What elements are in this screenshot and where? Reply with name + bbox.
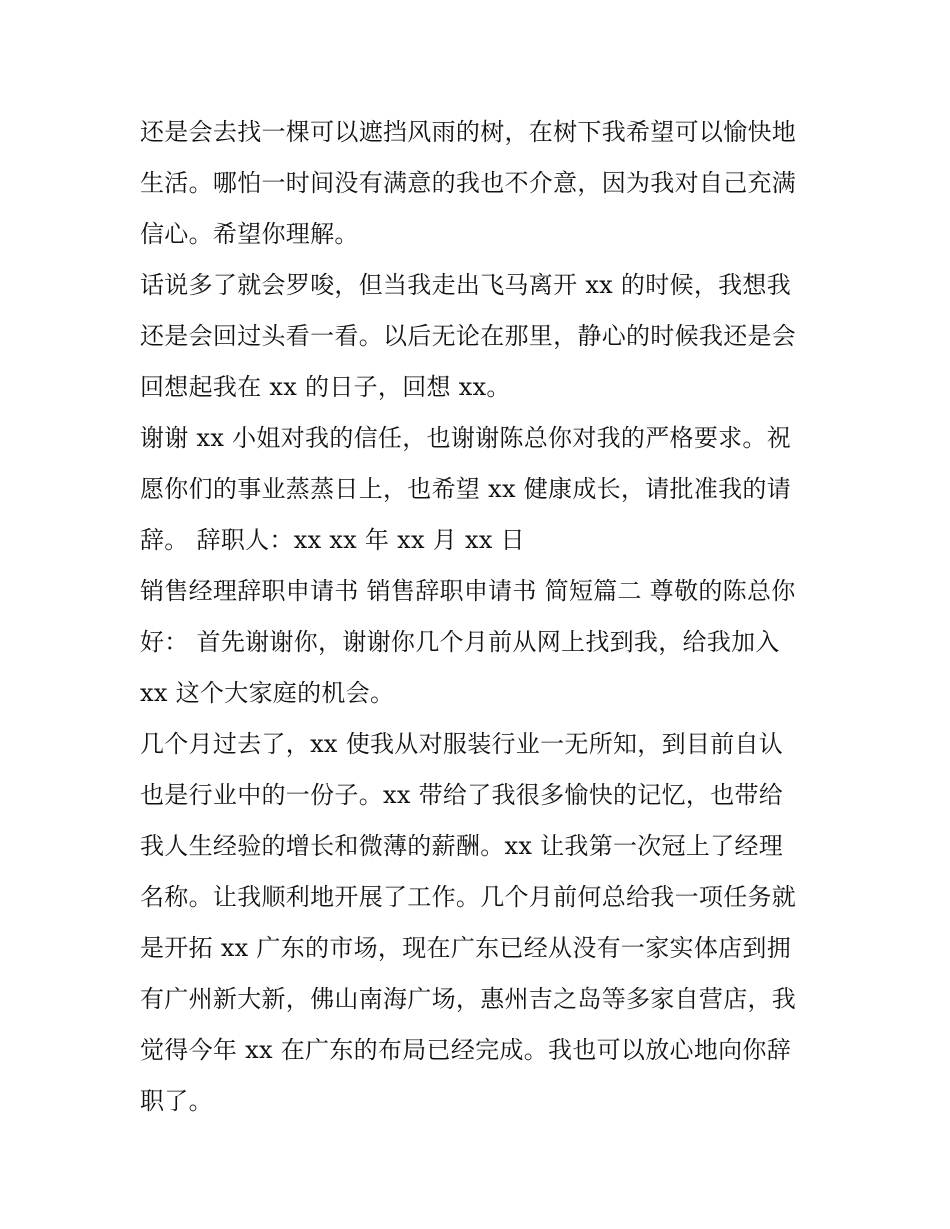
text-line: 好： 首先谢谢你，谢谢你几个月前从网上找到我，给我加入 bbox=[140, 628, 780, 656]
text-line: 话说多了就会罗唆，但当我走出飞马离开 xx 的时候，我想我 bbox=[140, 271, 792, 299]
text-line: 几个月过去了，xx 使我从对服装行业一无所知，到目前自认 bbox=[140, 730, 784, 758]
document-body bbox=[140, 107, 820, 1127]
text-line: 名称。让我顺利地开展了工作。几个月前何总给我一项任务就 bbox=[140, 883, 797, 911]
text-line: 愿你们的事业蒸蒸日上，也希望 xx 健康成长，请批准我的请 bbox=[140, 475, 792, 503]
text-line: 谢谢 xx 小姐对我的信任，也谢谢陈总你对我的严格要求。祝 bbox=[140, 424, 792, 452]
text-line: 觉得今年 xx 在广东的布局已经完成。我也可以放心地向你辞 bbox=[140, 1036, 792, 1064]
text-line: 是开拓 xx 广东的市场，现在广东已经从没有一家实体店到拥 bbox=[140, 934, 792, 962]
text-line: 有广州新大新，佛山南海广场，惠州吉之岛等多家自营店，我 bbox=[140, 985, 797, 1013]
text-line: 信心。希望你理解。 bbox=[140, 220, 359, 248]
text-line: 生活。哪怕一时间没有满意的我也不介意，因为我对自己充满 bbox=[140, 169, 797, 197]
text-line: 还是会回过头看一看。以后无论在那里，静心的时候我还是会 bbox=[140, 322, 797, 350]
text-line: 回想起我在 xx 的日子，回想 xx。 bbox=[140, 373, 511, 401]
text-line: 还是会去找一棵可以遮挡风雨的树，在树下我希望可以愉快地 bbox=[140, 118, 797, 146]
text-line: 我人生经验的增长和微薄的薪酬。xx 让我第一次冠上了经理 bbox=[140, 832, 784, 860]
text-line: 也是行业中的一份子。xx 带给了我很多愉快的记忆，也带给 bbox=[140, 781, 784, 809]
text-line: 职了。 bbox=[140, 1087, 213, 1115]
text-line: 辞。 辞职人：xx xx 年 xx 月 xx 日 bbox=[140, 526, 525, 554]
text-line: 销售经理辞职申请书 销售辞职申请书 简短篇二 尊敬的陈总你 bbox=[140, 577, 796, 605]
text-line: xx 这个大家庭的机会。 bbox=[140, 679, 395, 707]
